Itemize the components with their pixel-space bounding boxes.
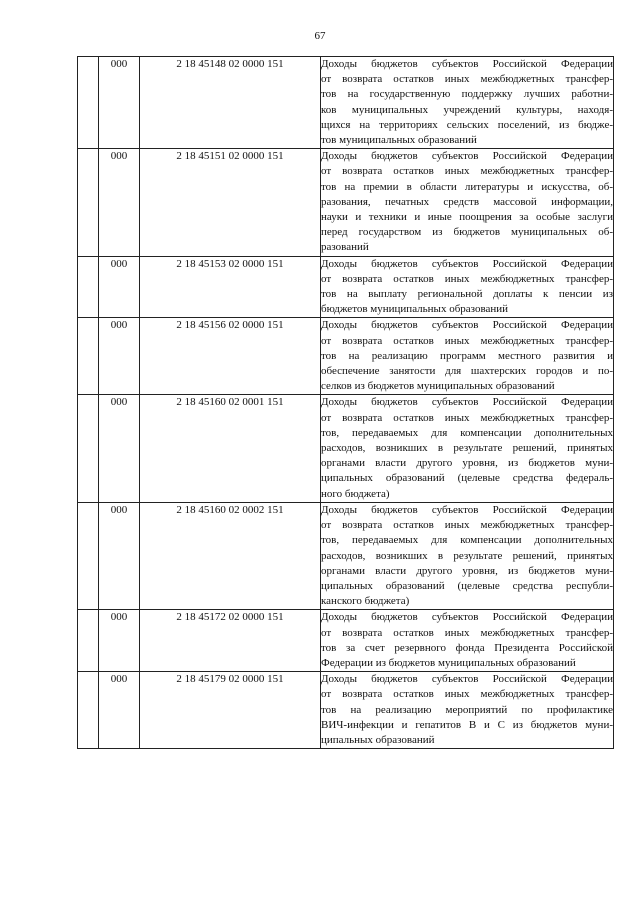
description-line: ципальных образований (целевые средства федераль- [321,472,613,485]
budget-code-cell: 2 18 45172 02 0000 151 [140,610,321,672]
description-line: бюджетов муниципальных образований [321,303,509,316]
budget-code-cell: 2 18 45179 02 0000 151 [140,672,321,749]
description-line: ципальных образований [321,733,435,746]
description-cell [321,672,614,749]
admin-code-cell: 000 [99,256,140,318]
description-line: расходов, возникших в результате решений, принятых [321,442,613,455]
description-line: расходов, возникших в результате решений, принятых [321,549,613,562]
description-line: Доходы бюджетов субъектов Российской Федерации [321,396,613,409]
description-line: селков из бюджетов муниципальных образований [321,380,555,393]
description-line: канского бюджета) [321,595,410,608]
page-number: 67 [314,30,326,42]
description-line: от возврата остатков иных межбюджетных трансфер- [321,411,613,424]
budget-code-cell: 2 18 45160 02 0002 151 [140,502,321,609]
description-line: от возврата остатков иных межбюджетных трансфер- [321,334,613,347]
description-line: от возврата остатков иных межбюджетных трансфер- [321,73,613,86]
description-line: разования, печатных средств массовой информации, [321,195,613,208]
admin-code-cell: 000 [99,610,140,672]
description-line: тов, передаваемых для компенсации дополнительных [321,426,613,439]
blank-cell [78,672,99,749]
blank-cell [78,318,99,395]
description-line: тов на премии в области литературы и искусства, об- [321,180,613,193]
table-row [78,672,614,749]
blank-cell [78,256,99,318]
budget-code-cell: 2 18 45156 02 0000 151 [140,318,321,395]
table-row [78,502,614,609]
description-line: науки и техники и иные поощрения за особые заслуги [321,211,613,224]
admin-code-cell: 000 [99,395,140,502]
budget-code-cell: 2 18 45151 02 0000 151 [140,149,321,256]
description-cell [321,256,614,318]
description-line: разований [321,241,369,254]
budget-codes-table [77,56,614,749]
budget-code-cell: 2 18 45148 02 0000 151 [140,57,321,149]
description-cell [321,149,614,256]
admin-code-cell: 000 [99,318,140,395]
description-line: тов на реализацию программ местного развития и [321,349,613,362]
description-line: тов муниципальных образований [321,134,477,147]
description-line: тов на выплату региональной доплаты к пенсии из [321,288,613,301]
description-line: ципальных образований (целевые средства республи- [321,579,613,592]
description-line: тов на реализацию мероприятий по профилактике [321,703,613,716]
table-body [78,57,614,749]
budget-code-cell: 2 18 45153 02 0000 151 [140,256,321,318]
description-cell [321,57,614,149]
description-line: Доходы бюджетов субъектов Российской Федерации [321,58,613,70]
description-line: Доходы бюджетов субъектов Российской Федерации [321,611,613,624]
description-line: тов на государственную поддержку лучших работни- [321,88,613,101]
description-cell [321,610,614,672]
description-line: Доходы бюджетов субъектов Российской Федерации [321,319,613,332]
budget-code-cell: 2 18 45160 02 0001 151 [140,395,321,502]
table-row [78,57,614,149]
description-line: Доходы бюджетов субъектов Российской Федерации [321,257,613,270]
blank-cell [78,57,99,149]
table-row [78,318,614,395]
table-row [78,395,614,502]
description-line: органами власти другого уровня, из бюджетов муни- [321,457,613,470]
description-line: ного бюджета) [321,487,390,500]
description-line: ВИЧ-инфекции и гепатитов В и С из бюджетов муни- [321,718,613,731]
description-cell [321,318,614,395]
description-line: тов, передаваемых для компенсации дополнительных [321,534,613,547]
blank-cell [78,502,99,609]
description-line: щихся на территориях сельских поселений, из бюдже- [321,118,613,131]
description-line: обеспечение занятости для шахтерских городов и по- [321,365,613,378]
description-line: Федерации из бюджетов муниципальных образований [321,656,576,669]
admin-code-cell: 000 [99,502,140,609]
description-line: Доходы бюджетов субъектов Российской Федерации [321,503,613,516]
description-cell [321,502,614,609]
table-row [78,610,614,672]
description-line: от возврата остатков иных межбюджетных трансфер- [321,272,613,285]
blank-cell [78,149,99,256]
description-line: перед государством из бюджетов муниципальных об- [321,226,613,239]
description-cell [321,395,614,502]
description-line: от возврата остатков иных межбюджетных трансфер- [321,626,613,639]
description-line: от возврата остатков иных межбюджетных трансфер- [321,688,613,701]
description-line: Доходы бюджетов субъектов Российской Федерации [321,150,613,163]
blank-cell [78,395,99,502]
admin-code-cell: 000 [99,672,140,749]
blank-cell [78,610,99,672]
description-line: от возврата остатков иных межбюджетных трансфер- [321,165,613,178]
admin-code-cell: 000 [99,57,140,149]
description-line: тов за счет резервного фонда Президента Российской [321,641,613,654]
description-line: от возврата остатков иных межбюджетных трансфер- [321,519,613,532]
description-line: органами власти другого уровня, из бюджетов муни- [321,564,613,577]
table-row [78,256,614,318]
description-line: ков муниципальных учреждений культуры, находя- [321,103,613,116]
description-line: Доходы бюджетов субъектов Российской Федерации [321,673,613,686]
table-row [78,149,614,256]
admin-code-cell: 000 [99,149,140,256]
